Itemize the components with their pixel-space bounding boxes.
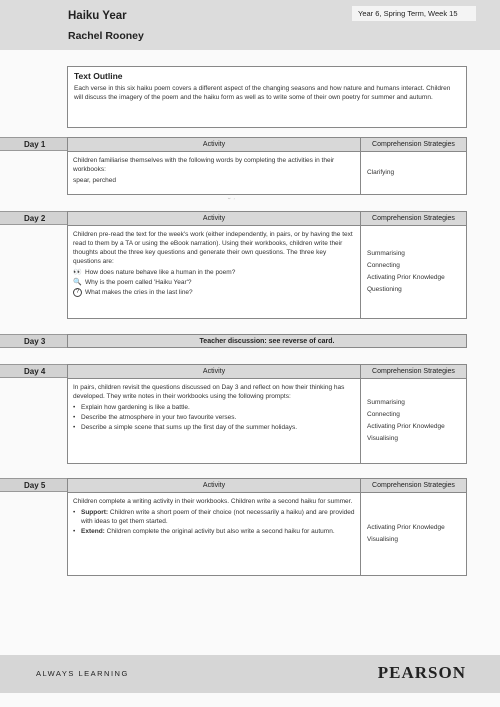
- prompt-item: • Support: Children write a short poem of their choice (not necessarily a haiku) and are provided with ideas to get them started.: [73, 509, 355, 525]
- key-question: [73, 278, 355, 287]
- prompt-item: • Explain how gardening is like a battle.: [73, 404, 190, 411]
- question-icon: ?: [73, 288, 82, 297]
- footer-bar: [0, 655, 500, 693]
- strategy-item: Connecting: [367, 411, 400, 418]
- day-label: Day 1: [0, 137, 68, 151]
- term-badge: Year 6, Spring Term, Week 15: [352, 6, 476, 21]
- magnifier-icon: 🔍: [73, 279, 82, 286]
- strategies-header: Comprehension Strategies: [372, 368, 455, 375]
- row-header: [68, 138, 466, 152]
- question-text: What makes the cries in the last line?: [85, 289, 193, 296]
- row-header: [68, 212, 466, 226]
- day-label: Day 5: [0, 478, 68, 492]
- row-header: [68, 365, 466, 379]
- prompt-text: Explain how gardening is like a battle.: [81, 404, 190, 411]
- activity-text: Children pre-read the text for the week's work (either independently, in pairs, or by having the text read to them by a TA or using the eBook narration). Using their workbooks, children write their thoughts about the three key questions and generate their own questions. The three key questions are:: [73, 231, 353, 265]
- key-question: [73, 288, 355, 297]
- key-question: [73, 268, 355, 277]
- day-1-row: [67, 137, 467, 195]
- strategies-cell: [361, 379, 466, 463]
- author-name: Rachel Rooney: [68, 30, 144, 42]
- activity-cell: [68, 226, 361, 318]
- day-5-row: [67, 478, 467, 576]
- activity-header: Activity: [68, 212, 361, 225]
- eyes-icon: 👀: [73, 269, 82, 276]
- activity-header: Activity: [68, 479, 361, 492]
- activity-text: Children complete a writing activity in their workbooks. Children write a second haiku for summer.: [73, 498, 353, 505]
- activity-cell: [68, 493, 361, 575]
- strategy-item: Connecting: [367, 262, 400, 269]
- prompt-item: • Describe the atmosphere in your two favourite verses.: [73, 414, 237, 421]
- activity-text: Children familiarise themselves with the following words by completing the activities in their workbooks:: [73, 157, 335, 173]
- strategies-header: Comprehension Strategies: [372, 215, 455, 222]
- strategy-item: Clarifying: [367, 169, 395, 176]
- strategy-item: Activating Prior Knowledge: [367, 274, 445, 281]
- strategy-item: Questioning: [367, 286, 402, 293]
- outline-body: Each verse in this six haiku poem covers a different aspect of the changing seasons and how nature and humans interact. Children will discuss the imagery of the poem and the haiku form as well as to write some of their own poetry for summer and autumn.: [74, 85, 451, 101]
- strategy-item: Activating Prior Knowledge: [367, 423, 445, 430]
- page-title: Haiku Year: [68, 10, 127, 22]
- activity-cell: [68, 152, 361, 194]
- strategy-item: Activating Prior Knowledge: [367, 524, 445, 531]
- day-label: Day 4: [0, 364, 68, 378]
- day-label: Day 2: [0, 211, 68, 225]
- teacher-discussion: Teacher discussion: see reverse of card.: [67, 334, 467, 348]
- activity-text: spear, perched: [73, 177, 117, 184]
- prompt-text: Children complete the original activity but also write a second haiku for autumn.: [106, 528, 335, 535]
- strategy-item: Summarising: [367, 250, 405, 257]
- prompt-item: • Extend: Children complete the original activity but also write a second haiku for autumn.: [73, 528, 335, 535]
- footer-tagline: ALWAYS LEARNING: [36, 669, 129, 678]
- question-text: Why is the poem called 'Haiku Year'?: [85, 279, 192, 286]
- row-header: [68, 479, 466, 493]
- decorative-mark: ˘ ʾ: [228, 197, 236, 206]
- prompt-text: Describe a simple scene that sums up the first day of the summer holidays.: [81, 424, 298, 431]
- strategy-item: Visualising: [367, 536, 398, 543]
- activity-header: Activity: [68, 365, 361, 378]
- outline-heading: Text Outline: [74, 71, 123, 81]
- strategy-item: Summarising: [367, 399, 405, 406]
- strategies-header: Comprehension Strategies: [372, 141, 455, 148]
- strategies-cell: [361, 493, 466, 575]
- activity-text: In pairs, children revisit the questions discussed on Day 3 and reflect on how their thinking has developed. They write notes in their workbooks using the following prompts:: [73, 384, 345, 400]
- prompt-lead: Support:: [81, 509, 109, 516]
- strategies-header: Comprehension Strategies: [372, 482, 455, 489]
- header-bar: [0, 0, 500, 50]
- strategies-cell: [361, 226, 466, 318]
- publisher-logo: PEARSON: [377, 663, 466, 682]
- activity-cell: [68, 379, 361, 463]
- prompt-item: • Describe a simple scene that sums up the first day of the summer holidays.: [73, 424, 298, 431]
- prompt-text: Children write a short poem of their choice (not necessarily a haiku) and are provided with ideas to get them started.: [81, 509, 355, 525]
- day-4-row: [67, 364, 467, 464]
- prompt-lead: Extend:: [81, 528, 105, 535]
- day-label: Day 3: [0, 334, 68, 348]
- strategy-item: Visualising: [367, 435, 398, 442]
- day-2-row: [67, 211, 467, 319]
- prompt-text: Describe the atmosphere in your two favourite verses.: [81, 414, 237, 421]
- text-outline: [67, 66, 467, 128]
- activity-header: Activity: [68, 138, 361, 151]
- strategies-cell: [361, 152, 466, 194]
- question-text: How does nature behave like a human in the poem?: [85, 269, 236, 276]
